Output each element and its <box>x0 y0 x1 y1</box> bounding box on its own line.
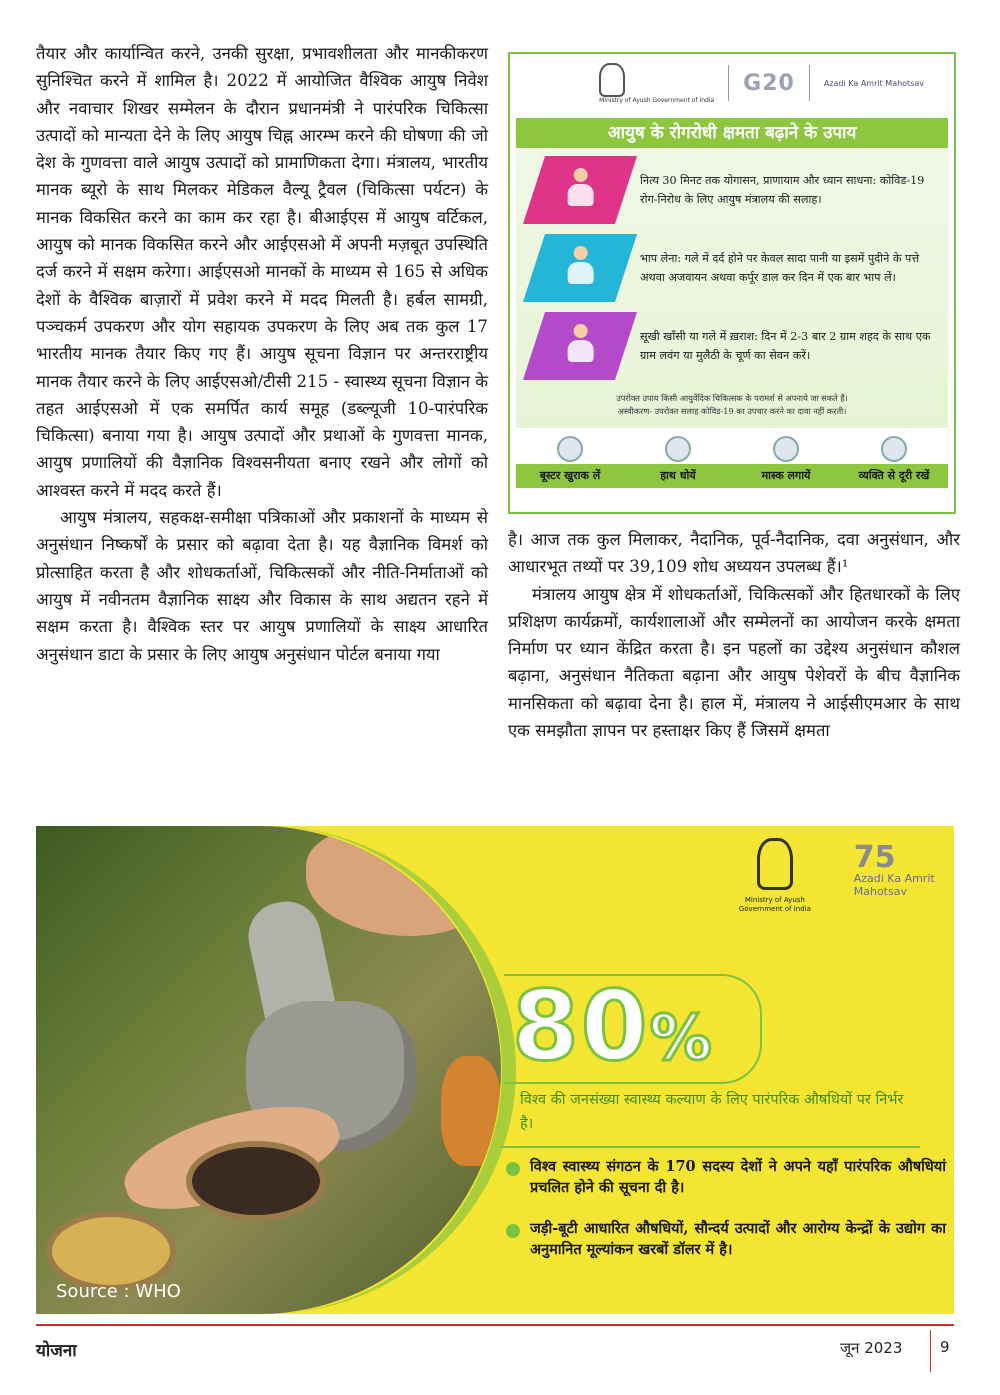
akam-label: Azadi Ka Amrit Mahotsav <box>853 872 935 898</box>
vaccine-icon <box>557 436 583 462</box>
distance-icon <box>881 436 907 462</box>
footer-item: व्यक्ति से दूरी रखें <box>858 469 930 482</box>
bullet-text: विश्व स्वास्थ्य संगठन के 170 सदस्य देशों ने अपने यहाँ पारंपरिक औषधियां प्रचलित होने की सूचना दी है। <box>530 1158 946 1196</box>
right-column <box>508 526 960 744</box>
footer-item: बूस्टर खुराक लें <box>539 469 601 482</box>
akam-logo <box>853 840 954 898</box>
handwash-icon <box>665 436 691 462</box>
mask-icon <box>773 436 799 462</box>
tip-text: सूखी खाँसी या गले में ख़राश: दिन में 2-3 बार 2 ग्राम शहद के साथ एक ग्राम लवंग या मुलैठी के चूर्ण का सेवन करें। <box>640 330 931 362</box>
footer-item: मास्क लगायें <box>761 469 811 482</box>
note-line: उपरोक्त उपाय किसी आयुर्वेदिक चिकित्सक के परामर्श से अपनाये जा सकते हैं। <box>616 393 848 403</box>
magazine-name: योजना <box>36 1341 77 1361</box>
akam-number: 75 <box>853 840 896 875</box>
page-number: 9 <box>940 1338 950 1356</box>
body-paragraph: तैयार और कार्यान्वित करने, उनकी सुरक्षा, प्रभावशीलता और मानकीकरण सुनिश्चित करने में शामिल है। 2022 में आयोजित वैश्विक आयुष निवेश और नवाचार शिखर सम्मेलन के दौरान प्रधानमंत्री ने पारंपरिक चिकित्सा उत्पादों को मान्यता देने के लिए आयुष चिह्न आरम्भ करने की घोषणा की जो देश के गुणवत्ता वाले आयुष उत्पादों को प्रामाणिकता देगा। मंत्रालय, भारतीय मानक ब्यूरो के साथ मिलकर मेडिकल वैल्यू ट्रैवल (चिकित्सा पर्यटन) के मानक विकसित करने का काम कर रहा है। बीआईएस में आयुष वर्टिकल, आयुष को मानक विकसित करने और आईएसओ में अपनी मज़बूत उपस्थिति दर्ज करने में सक्षम करेगा। आईएसओ मानकों के माध्यम से 165 से अधिक देशों के वैश्विक बाज़ारों में प्रवेश करने में मदद मिलती है। हर्बल सामग्री, पञ्चकर्म उपकरण और योग सहायक उपकरण के लिए अब तक कुल 17 भारतीय मानक तैयार किए गए हैं। आयुष सूचना विज्ञान पर अन्तरराष्ट्रीय मानक तैयार करने के लिए आईएसओ/टीसी 215 - स्वास्थ्य सूचना विज्ञान के तहत आईएसओ में एक समर्पित कार्य समूह (डब्ल्यूजी 10-पारंपरिक चिकित्सा) बनाया गया है। आयुष उत्पादों और प्रथाओं के गुणवत्ता मानक, आयुष प्रणालियों की वैज्ञानिक विश्वसनीयता बनाए रखने और लोगों को आश्वस्त करने में मदद करते हैं। <box>36 44 488 500</box>
infobox-icon-row <box>516 428 948 462</box>
bullet-dot-icon <box>506 1224 520 1238</box>
yoga-icon <box>523 156 637 224</box>
footer-divider <box>930 1330 931 1372</box>
body-paragraph: मंत्रालय आयुष क्षेत्र में शोधकर्ताओं, चिकित्सकों और हितधारकों के लिए प्रशिक्षण कार्यक्रमों, कार्यशालाओं और सम्मेलनों का आयोजन करके क्षमता निर्माण पर ध्यान केंद्रित करता है। इन पहलों का उद्देश्य अनुसंधान कौशल बढ़ाना, अनुसंधान नैतिकता बढ़ाना और आयुष पेशेवरों के बीच वैज्ञानिक मानसिकता को बढ़ावा देना है। हाल में, मंत्रालय ने आईसीएमआर के साथ एक समझौता ज्ञापन पर हस्ताक्षर किए हैं जिसमें क्षमता <box>508 584 960 741</box>
emblem-icon <box>726 838 824 914</box>
stat-number <box>512 966 714 1098</box>
bullet-dot-icon <box>506 1162 520 1176</box>
bullet-text: जड़ी-बूटी आधारित औषधियों, सौन्दर्य उत्पादों और आरोग्य केन्द्रों के उद्योग का अनुमानित मूल्यांकन खरबों डॉलर में है। <box>530 1220 946 1258</box>
stat-divider <box>500 1146 920 1148</box>
steam-icon <box>523 234 637 302</box>
left-column <box>36 40 488 668</box>
tip-text: नित्य 30 मिनट तक योगासन, प्राणायाम और ध्यान साधना: कोविड-19 रोग-निरोध के लिए आयुष मंत्रालय की सलाह। <box>640 174 925 206</box>
tip-text: भाप लेना: गले में दर्द होने पर केवल सादा पानी या इसमें पुदीने के पत्ते अथवा अजवायन अथवा कर्पूर डाल कर दिन में एक बार भाप लें। <box>640 252 920 284</box>
tip-item <box>526 156 938 224</box>
ministry-label: Ministry of Ayush Government of India <box>599 96 715 104</box>
footer-rule <box>36 1324 954 1326</box>
banner-logos <box>726 838 954 914</box>
tip-item <box>526 234 938 302</box>
infobox-note <box>526 390 938 424</box>
banner-bullet <box>506 1218 946 1260</box>
infobox-title: आयुष के रोगरोधी क्षमता बढ़ाने के उपाय <box>516 118 948 148</box>
stat-value: 80 <box>512 970 650 1082</box>
banner-bullet <box>506 1156 946 1198</box>
emblem-icon <box>599 63 714 104</box>
tip-item <box>526 312 938 380</box>
infobox-logos <box>510 54 954 112</box>
logo-divider <box>809 65 810 101</box>
g20-logo: G20 <box>743 70 795 96</box>
akam-logo: Azadi Ka Amrit Mahotsav <box>823 78 924 88</box>
infobox-body <box>516 148 948 428</box>
immunity-infobox <box>508 52 956 514</box>
issue-date: जून 2023 <box>840 1339 903 1357</box>
cough-icon <box>523 312 637 380</box>
disclaimer-line: अस्वीकरण- उपरोक्त सलाह कोविड-19 का उपचार करने का दावा नहीं करती। <box>617 406 847 416</box>
infobox-footer <box>516 464 948 488</box>
body-paragraph: आयुष मंत्रालय, सहकक्ष-समीक्षा पत्रिकाओं और प्रकाशनों के माध्यम से अनुसंधान निष्कर्षों के प्रसार को बढ़ावा देता है। यह वैज्ञानिक विमर्श को प्रोत्साहित करता है और शोधकर्ताओं, चिकित्सकों और नीति-निर्माताओं को आयुष में नवीनतम वैज्ञानिक साक्ष्य और विकास के साथ अद्यतन रहने में सक्षम करता है। वैश्विक स्तर पर आयुष प्रणालियों के साक्ष्य आधारित अनुसंधान डाटा के प्रसार के लिए आयुष अनुसंधान पोर्टल बनाया गया <box>36 508 488 664</box>
who-banner <box>36 826 954 1314</box>
logo-divider <box>728 65 729 101</box>
source-label: Source : WHO <box>56 1281 181 1302</box>
footer-item: हाथ धोयें <box>660 469 696 482</box>
stat-unit: % <box>649 1001 714 1074</box>
stat-subtitle: विश्व की जनसंख्या स्वास्थ्य कल्याण के लिए पारंपरिक औषधियों पर निर्भर है। <box>520 1092 904 1132</box>
body-paragraph: है। आज तक कुल मिलाकर, नैदानिक, पूर्व-नैदानिक, दवा अनुसंधान, और आधारभूत तथ्यों पर 39,109 शोध अध्ययन उपलब्ध हैं।¹ <box>508 530 960 577</box>
mortar-pestle-image <box>36 826 501 1314</box>
ministry-label: Ministry of Ayush Government of India <box>738 896 811 913</box>
